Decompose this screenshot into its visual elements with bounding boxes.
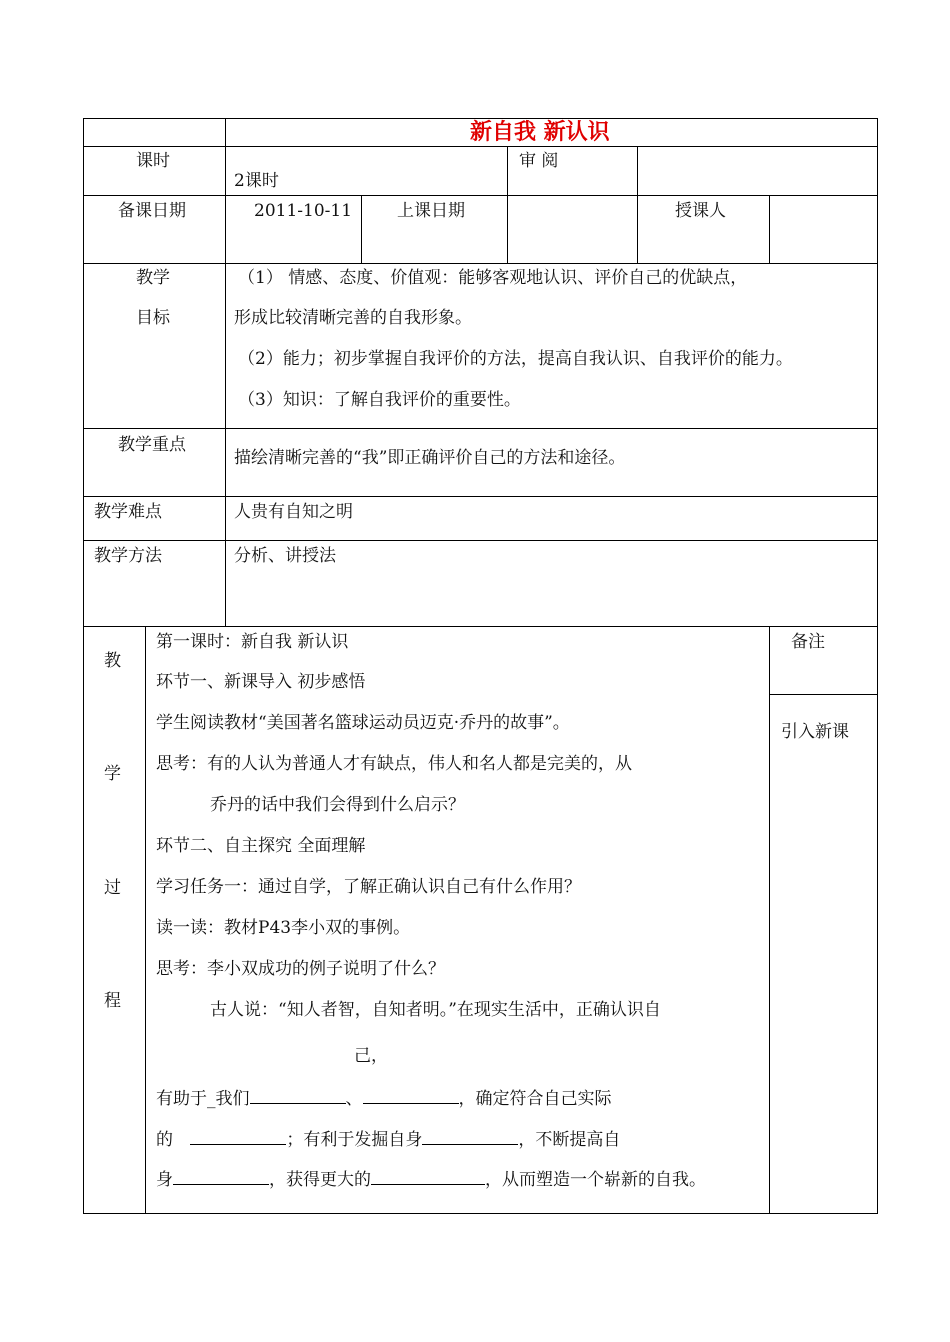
col-divider-teacher — [769, 195, 770, 264]
blank — [363, 1087, 459, 1104]
fill-text: 的 — [156, 1130, 179, 1150]
process-side-char: 程 — [104, 991, 121, 1011]
goal-line: （3）知识：了解自我评价的重要性。 — [238, 390, 521, 410]
process-line: 环节一、新课导入 初步感悟 — [156, 672, 366, 692]
fill-text: 有助于_我们 — [156, 1089, 250, 1109]
goal-line: 形成比较清晰完善的自我形象。 — [234, 308, 472, 328]
process-line: 思考：有的人认为普通人才有缺点，伟人和名人都是完美的，从 — [156, 754, 632, 774]
difficulty-label: 教学难点 — [94, 502, 162, 522]
row-divider — [83, 540, 878, 541]
col-divider-label — [225, 118, 226, 627]
class-date-label: 上课日期 — [397, 201, 465, 221]
fill-text: ，从而塑造一个崭新的自我。 — [485, 1170, 706, 1190]
goal-line: （2）能力；初步掌握自我评价的方法，提高自我认识、自我评价的能力。 — [238, 349, 793, 369]
table-border-bottom — [83, 1213, 878, 1214]
method-label: 教学方法 — [94, 546, 162, 566]
difficulty-value: 人贵有自知之明 — [234, 502, 353, 522]
fill-line-2 — [156, 1128, 620, 1151]
process-line: 学习任务一：通过自学，了解正确认识自己有什么作用？ — [156, 877, 581, 897]
process-side-char: 教 — [104, 651, 121, 671]
page-title: 新自我 新认识 — [470, 119, 610, 145]
process-line: 古人说：“知人者智，自知者明。”在现实生活中，正确认识自 — [210, 1000, 661, 1020]
process-line: 读一读：教材P43李小双的事例。 — [156, 918, 411, 938]
blank — [371, 1168, 485, 1185]
process-line: 环节二、自主探究 全面理解 — [156, 836, 366, 856]
period-value: 2课时 — [234, 171, 279, 191]
col-divider-process-notes — [769, 626, 770, 1214]
notes-divider — [769, 694, 878, 695]
col-divider-review-value — [637, 146, 638, 264]
key-point-label: 教学重点 — [118, 435, 186, 455]
fill-line-1 — [156, 1087, 612, 1110]
row-divider — [83, 263, 878, 264]
col-divider-date — [361, 195, 362, 264]
fill-text: ，不断提高自 — [518, 1130, 621, 1150]
process-line: 学生阅读教材“美国著名篮球运动员迈克·乔丹的故事”。 — [156, 713, 570, 733]
col-divider-review — [507, 146, 508, 264]
row-divider — [83, 146, 878, 147]
table-border-right — [877, 118, 878, 1214]
fill-text: ；有利于发掘自身 — [286, 1130, 423, 1150]
row-divider — [83, 626, 878, 627]
goals-label-2: 目标 — [136, 308, 170, 328]
row-divider — [83, 195, 878, 196]
goal-line: （1） 情感、态度、价值观：能够客观地认识、评价自己的优缺点， — [238, 268, 748, 288]
teacher-label: 授课人 — [675, 201, 726, 221]
fill-line-3 — [156, 1168, 706, 1191]
process-line: 思考：李小双成功的例子说明了什么？ — [156, 959, 445, 979]
fill-text: ，确定符合自己实际 — [458, 1089, 612, 1109]
col-divider-process-side — [145, 626, 146, 1214]
fill-text: 身 — [156, 1170, 173, 1190]
fill-text: 、 — [345, 1089, 363, 1109]
row-divider — [83, 496, 878, 497]
note-intro: 引入新课 — [781, 722, 849, 742]
goals-label-1: 教学 — [136, 268, 170, 288]
table-border-left — [83, 118, 84, 1214]
blank — [173, 1168, 269, 1185]
process-line: 第一课时：新自我 新认识 — [156, 632, 349, 652]
process-side-char: 过 — [104, 878, 121, 898]
process-side-char: 学 — [104, 764, 121, 784]
prep-date-label: 备课日期 — [118, 201, 186, 221]
fill-text: ，获得更大的 — [269, 1170, 371, 1190]
blank — [190, 1128, 286, 1145]
process-line: 乔丹的话中我们会得到什么启示？ — [210, 795, 465, 815]
prep-date-value: 2011-10-11 — [254, 201, 353, 221]
period-label: 课时 — [136, 151, 170, 171]
blank — [422, 1128, 518, 1145]
row-divider — [83, 428, 878, 429]
process-line: 己， — [354, 1046, 388, 1066]
method-value: 分析、讲授法 — [234, 546, 336, 566]
notes-label: 备注 — [791, 632, 825, 652]
review-label: 审 阅 — [519, 151, 559, 171]
blank — [250, 1087, 346, 1104]
key-point-value: 描绘清晰完善的“我”即正确评价自己的方法和途径。 — [234, 448, 626, 468]
